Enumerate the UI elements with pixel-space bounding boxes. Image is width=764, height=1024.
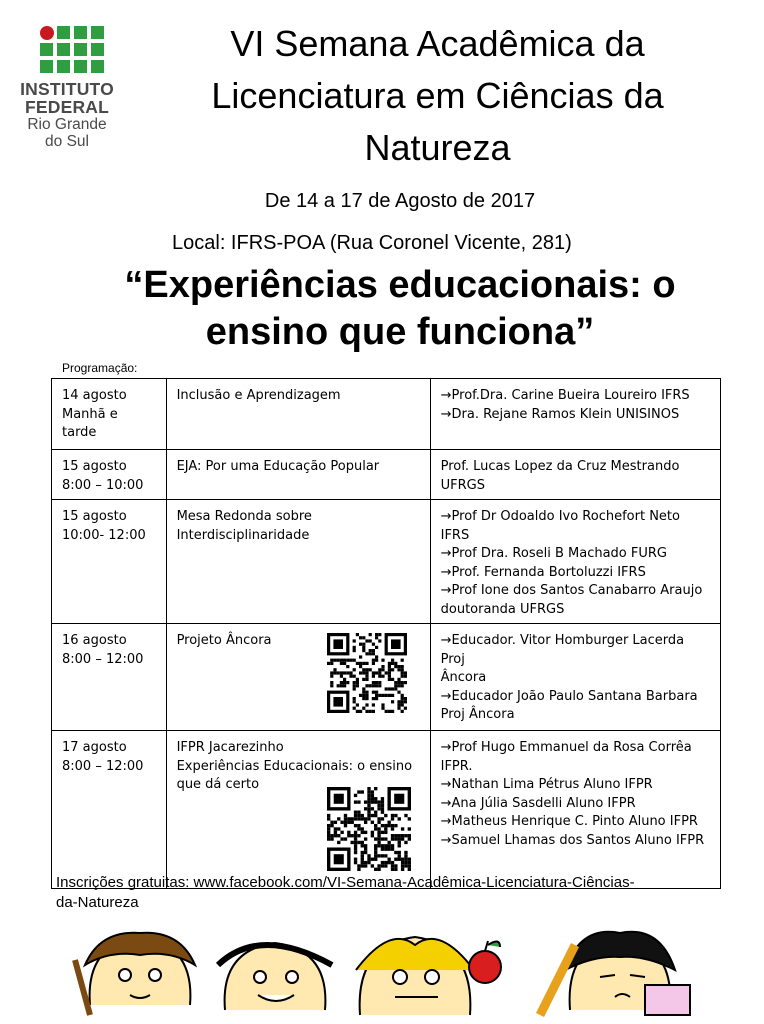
schedule-date: 14 agosto Manhã e tarde [52, 379, 167, 450]
qr-code-icon [327, 787, 411, 871]
schedule-speakers: →Prof Hugo Emmanuel da Rosa Corrêa IFPR. →Nathan Lima Pétrus Aluno IFPR →Ana Júlia Sasdelli Aluno IFPR →Matheus Henrique C. Pinto Aluno IFPR →Samuel Lhamas dos Santos Aluno IFPR [430, 731, 720, 889]
event-theme: “Experiências educacionais: o ensino que funciona” [124, 264, 676, 353]
schedule-activity: EJA: Por uma Educação Popular [166, 450, 430, 500]
table-row [52, 500, 721, 624]
kids-illustration [60, 925, 710, 1020]
schedule-activity: IFPR Jacarezinho Experiências Educacionais: o ensino que dá certo [166, 731, 430, 889]
schedule-date: 16 agosto 8:00 – 12:00 [52, 624, 167, 731]
event-dates: De 14 a 17 de Agosto de 2017 [264, 190, 536, 212]
qr-code-icon [327, 633, 411, 717]
schedule-activity: Mesa Redonda sobre Interdisciplinaridade [166, 500, 430, 624]
event-location: Local: IFRS-POA (Rua Coronel Vicente, 281) [172, 232, 572, 254]
schedule-speakers: →Educador. Vitor Homburger Lacerda Proj Âncora →Educador João Paulo Santana Barbara Proj Âncora [430, 624, 720, 731]
schedule-label: Programação: [62, 361, 138, 375]
schedule-speakers: →Prof Dr Odoaldo Ivo Rochefort Neto IFRS →Prof Dra. Roseli B Machado FURG →Prof. Fernanda Bortoluzzi IFRS →Prof Ione dos Santos Canabarro Araujo doutoranda UFRGS [430, 500, 720, 624]
table-row [52, 450, 721, 500]
table-row [52, 624, 721, 731]
schedule-date: 15 agosto 10:00- 12:00 [52, 500, 167, 624]
event-title: VI Semana Acadêmica da Licenciatura em Ciências da Natureza [211, 23, 664, 168]
logo-campus: Rio Grande do Sul [27, 116, 107, 150]
ifrs-logo-mark [40, 26, 100, 76]
schedule-activity: Inclusão e Aprendizagem [166, 379, 430, 450]
registration-info: Inscrições gratuitas: www.facebook.com/VI-Semana-Acadêmica-Licenciatura-Ciências- da-Natureza [56, 874, 635, 911]
schedule-table [51, 378, 721, 889]
table-row [52, 731, 721, 889]
schedule-date: 17 agosto 8:00 – 12:00 [52, 731, 167, 889]
schedule-activity: Projeto Âncora [166, 624, 430, 731]
schedule-speakers: →Prof.Dra. Carine Bueira Loureiro IFRS →Dra. Rejane Ramos Klein UNISINOS [430, 379, 720, 450]
ifrs-logo [12, 26, 132, 150]
logo-name: INSTITUTO FEDERAL [20, 79, 114, 117]
schedule-date: 15 agosto 8:00 – 10:00 [52, 450, 167, 500]
schedule-speakers: Prof. Lucas Lopez da Cruz Mestrando UFRGS [430, 450, 720, 500]
table-row [52, 379, 721, 450]
